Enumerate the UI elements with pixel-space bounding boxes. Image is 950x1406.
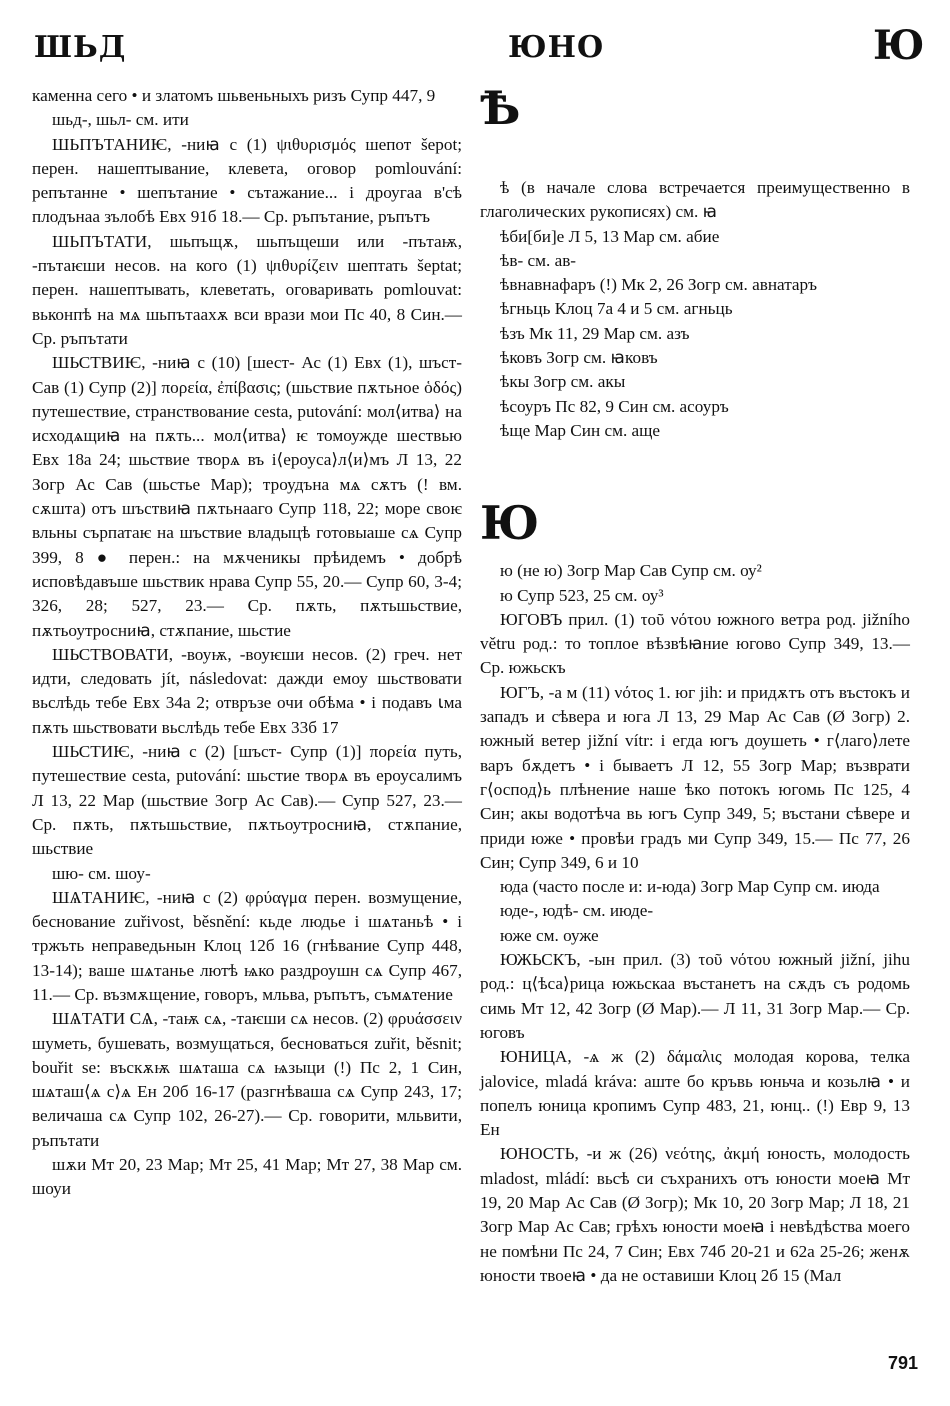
- dictionary-entry: ѣв- см. ав-: [500, 250, 577, 270]
- dictionary-entry: ѣзъ Мк 11, 29 Мар см. азъ: [500, 323, 690, 343]
- section-letter-marker: Ю: [873, 22, 926, 69]
- dictionary-entry: ШЬСТИѤ, -ниꙗ с (2) [шъст- Супр (1)] πορεία путь, путешествие cesta, putování: шьстие творѧ въ ероусалимъ Л 13, 22 Мар (шьствие Зогр Ас Сав).— Супр 527, 23.— Ср. пѫть, пѫтьшьствие, пѫтьоутросниꙗ, стѫпание, шьствие: [32, 742, 462, 859]
- section-heading-yat: Ѣ: [480, 81, 521, 135]
- dictionary-entry: ѣгньць Клоц 7а 4 и 5 см. агньць: [500, 299, 733, 319]
- dictionary-entry: ЮНОСТЬ, -и ж (26) νεότης, ἀκμή юность, молодость mladost, mládí: вьсѣ си съхранихъ отъ юности моеꙗ Мт 19, 20 Мар Ас Сав (Ø Зогр); Мк 10, 20 Зогр Мар; Л 18, 21 Зогр Мар Ас Сав; грѣхъ юности моеꙗ і невѣдѣства моего не помѣни Пс 24, 7 Син; Евх 74б 20-21 и 62а 25-26; женѫ юности твоеꙗ • да не оставиши Клоц 2б 15 (Мал: [480, 1144, 910, 1285]
- dictionary-entry: ШѦТАТИ СѦ, -таѭ сѧ, -таѥши сѧ несов. (2) φρυάσσειν шуметь, бушевать, возмущаться, бесноваться zuřit, běsnit; bouřit se: въскѫѭ шѧташа сѧ ѩзыци (!) Пс 2, 1 Син, шѧташ⟨ѧ с⟩ѧ Ен 20б 16-17 (разгнѣваша сѧ Супр 243, 17; величаша сѧ Супр 102, 26-27).— Ср. говорити, мльвити, ръпътати: [32, 1009, 462, 1150]
- dictionary-entry: каменна сего • и златомъ шьвеньныхъ ризъ Супр 447, 9: [32, 86, 436, 105]
- dictionary-entry: ЮНИЦА, -ѧ ж (2) δάμαλις молодая корова, телка jalovice, mladá kráva: аште бо кръвь юньча и козьлꙗ • и попелъ юница кропимъ Супр 483, 21, юнц.. (!) Евр 9, 13 Ен: [480, 1047, 910, 1140]
- dictionary-entry: ШЬСТВОВАТИ, -воуѭ, -воуѥши несов. (2) греч. нет идти, следовать jít, následovat: дажди емоу шьствовати вьслѣдь тебе Евх 34а 2; отвръзе очи обѣма • і подавъ ꙇма пѫть шьствовати вьслѣдь тебе Евх 33б 17: [32, 644, 462, 737]
- dictionary-entry: ЮГЪ, -а м (11) νότος 1. юг jih: и придѫтъ отъ въстокъ и западъ и сѣвера и юга Л 13, 29 Мар Ас Сав (Ø Зогр) 2. южный ветер jižní vítr: і егда югъ доушеть • г⟨лаго⟩лете варъ бѫдетъ • і бываетъ Л 12, 55 Зогр Мар; възврати г⟨оспод⟩ь плѣнение наше ѣко потокъ югомь Пс 125, 4 Син; акы водотѣча вь югъ Супр 349, 5; въстани сѣвере и приди юже • провѣи градъ ми Супр 349, 15.— Пс 77, 26 Син; Супр 349, 6 и 10: [480, 682, 910, 872]
- section-yu-entries: [480, 559, 910, 1288]
- dictionary-entry: юда (часто после и: и-юда) Зогр Мар Супр см. июда: [500, 877, 880, 897]
- dictionary-entry: ЮГОВЪ прил. (1) τοῦ νότου южного ветра род. jižního větru род.: то топлое вѣзвѣꙗние югово Супр 349, 13.— Ср. южьскъ: [480, 609, 910, 678]
- section-heading-yu: Ю: [480, 496, 540, 551]
- dictionary-entry: ю (не ю) Зогр Мар Сав Супр см. оу²: [500, 561, 762, 581]
- running-head-left: ШЬД: [34, 30, 127, 65]
- page-number: 791: [887, 1353, 918, 1373]
- dictionary-entry: ШѦТАНИѤ, -ниꙗ с (2) φρύαγμα перен. возмущение, беснование zuřivost, běsnění: кьде людье і шѧтаньѣ • і тржъть неправедьнын Клоц 12б 16 (гнѣвание Супр 448, 13-14); ваше шѧтанье лютѣ ѩко раздроушн сѧ Супр 467, 11.— Ср. възмѫщение, говоръ, мльва, ръпътъ, съмѧтение: [32, 887, 462, 1004]
- dictionary-entry: шьд-, шьл- см. ити: [52, 110, 189, 130]
- dictionary-entry: шѫи Мт 20, 23 Мар; Мт 25, 41 Мар; Мт 27, 38 Мар см. шоуи: [32, 1155, 462, 1199]
- dictionary-entry: ѣкы Зогр см. акы: [500, 372, 626, 392]
- dictionary-entry: ѣсоуръ Пс 82, 9 Син см. асоуръ: [500, 396, 729, 416]
- dictionary-entry: ШЬПЪТАТИ, шьпъщѫ, шьпъщеши или -пътаѭ, -пътаѥши несов. на кого (1) ψιθυρίζειν шептать šeptat; перен. нашептывать, клеветать, оговаривать pomlouvat: вьконпѣ на мѧ шьпътаахѫ вси врази мои Пс 40, 8 Син.— Ср. ръпътати: [32, 231, 462, 348]
- dictionary-entry: ШЬСТВИѤ, -ниꙗ с (10) [шест- Ас (1) Евх (1), шъст- Сав (1) Супр (2)] πορεία, ἐπίβασις; (шьствие пѫтьное ὁδός) путешествие, странствование cesta, putování: мол⟨итва⟩ на исходѧщиꙗ на пѫть... мол⟨итва⟩ ѥ томоуждe шествью Евх 18а 24; шьствие творѧ въ і⟨ероуса⟩л⟨и⟩мъ Л 13, 22 Зогр Ас Сав (шьстье Мар); троудъна мѧ сѫтъ (! вм. сѫшта) отъ шъствиꙗ пѫтьнааго Супр 118, 22; море своѥ вльны сърпатаѥ на шъствие владыцѣ готовыаше сѧ Супр 399, 8 ● перен.: на мѫченикы прѣидемъ • добрѣ исповѣдавъше шьствик нрава Супр 55, 20.— Супр 60, 3-4; 326, 28; 527, 23.— Ср. пѫть, пѫтьшьствие, пѫтьоутросниꙗ, стѫпание, шьстие: [32, 353, 462, 640]
- dictionary-entry: юде-, юдѣ- см. июде-: [500, 901, 654, 921]
- dictionary-entry: юже см. оуже: [500, 925, 599, 945]
- dictionary-entry: ѣби[би]е Л 5, 13 Мар см. абие: [500, 226, 720, 246]
- right-column: [480, 78, 910, 1288]
- dictionary-entry: ѣвнавнафаръ (!) Мк 2, 26 Зогр см. авнатаръ: [500, 275, 818, 295]
- dictionary-entry: ШЬПЪТАНИѤ, -ниꙗ с (1) ψιθυρισμός шепот šepot; перен. нашептывание, клевета, оговор pomlouvání: репътанне • шепътание • сътажание... і дроугаа в'сѣ плодънаа зълобѣ Евх 91б 18.— Ср. ръпътание, ръпътъ: [32, 134, 462, 227]
- running-head-center: ЮНО: [508, 30, 605, 65]
- dictionary-entry: шю- см. шоу-: [52, 863, 151, 883]
- section-yat-entries: [480, 176, 910, 443]
- dictionary-entry: ѣще Мар Син см. аще: [500, 420, 661, 440]
- dictionary-entry: ЮЖЬСКЪ, -ын прил. (3) τοῦ νότου южный jižní, jihu род.: ц⟨ѣса⟩рица южьскаа въстанетъ на сѫдъ съ родомь симь Мт 12, 42 Зогр (Ø Мар).— Л 11, 31 Зогр Мар.— Ср. юговъ: [480, 950, 910, 1042]
- left-column: [32, 84, 462, 1202]
- dictionary-entry: ю Супр 523, 25 см. оу³: [500, 585, 664, 605]
- dictionary-entry: ѣ (в начале слова встречается преимущественно в глаголических рукописях) см. ꙗ: [480, 178, 910, 222]
- dictionary-entry: ѣковъ Зогр см. ꙗковъ: [500, 348, 658, 368]
